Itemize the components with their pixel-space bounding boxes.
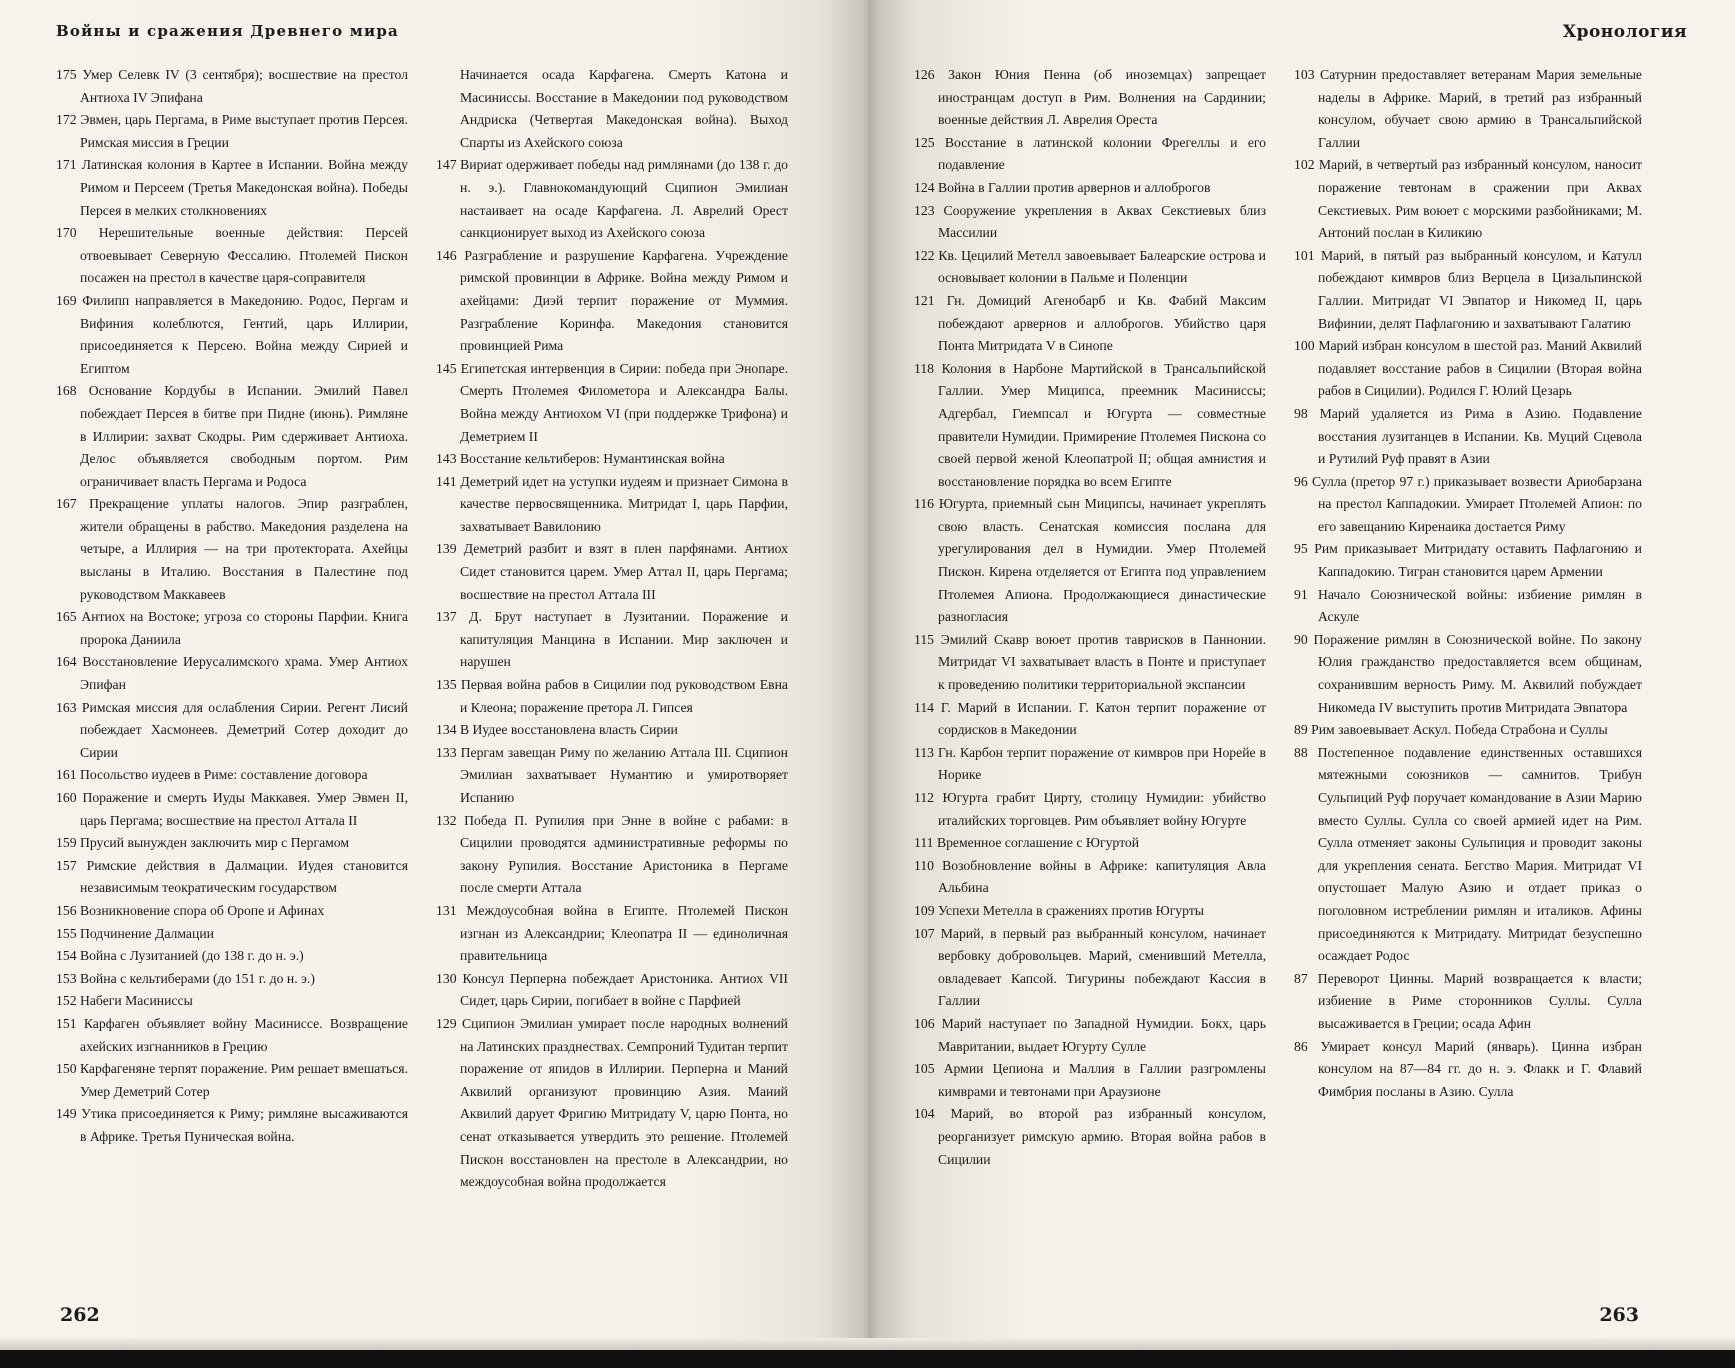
entry-text: Война с кельтиберами (до 151 г. до н. э.) [79,970,315,986]
entry-year: 145 [436,360,457,376]
entry-year: 139 [436,541,457,557]
entry-year: 143 [436,451,457,467]
entry-year: 132 [436,812,457,828]
chronology-entry [56,900,408,923]
entry-year: 100 [1294,338,1315,354]
entry-text: Колония в Нарбоне Мартийской в Трансальпийской Галлии. Умер Миципса, преемник Масиниссы; Адгербал, Гиемпсал и Югурта — совместные правители Нумидии. Примирение Птолемея Пискона со своей первой женой Клеопатрой II; общая амнистия и восстановление порядка во всем Египте [938,360,1267,489]
entry-year: 90 [1294,631,1308,647]
chronology-entry [436,719,788,742]
scanner-edge [0,1350,1735,1368]
chronology-entry [1294,719,1642,742]
left-page [0,0,868,1350]
chronology-entry [436,245,788,358]
entry-year: 106 [914,1015,935,1031]
entry-year: 154 [56,948,77,964]
chronology-entry [56,855,408,900]
entry-text: Посольство иудеев в Риме: составление договора [79,767,368,783]
chronology-entry [914,132,1266,177]
chronology-entry [1294,154,1642,244]
chronology-entry [436,358,788,448]
entry-text: Антиох на Востоке; угроза со стороны Парфии. Книга пророка Даниила [80,609,409,647]
entry-year: 89 [1294,722,1308,738]
entry-year: 130 [436,970,457,986]
entry-text: Деметрий разбит и взят в плен парфянами. Антиох Сидет становится царем. Умер Аттал II, царь Пергама; восшествие на престол Аттала III [460,541,789,602]
entry-year: 152 [56,993,77,1009]
entry-text: Марий избран консулом в шестой раз. Маний Аквилий подавляет восстание рабов в Сицилии (Вторая война рабов в Сицилии). Родился Г. Юлий Цезарь [1318,338,1643,399]
entry-year: 153 [56,970,77,986]
chronology-entry [56,109,408,154]
entry-year: 170 [56,225,77,241]
entry-year: 107 [914,925,935,941]
entry-text: Успехи Метелла в сражениях против Югурты [937,902,1204,918]
chronology-entry [56,380,408,493]
entry-year: 114 [914,699,935,715]
chronology-entry [914,900,1266,923]
entry-text: Сулла (претор 97 г.) приказывает возвести Ариобарзана на престол Каппадокии. Умирает Птолемей Апион: по его завещанию Киренаика достается Риму [1311,473,1642,534]
entry-text: Разграбление и разрушение Карфагена. Учреждение римской провинции в Африке. Война между Римом и ахейцами: Диэй терпит поражение от Муммия. Разграбление Коринфа. Македония становится провинцией Рима [460,247,788,354]
entry-year: 87 [1294,970,1308,986]
chronology-entry [1294,471,1642,539]
entry-year: 110 [914,857,935,873]
chronology-entry [436,810,788,900]
entry-text: Гн. Карбон терпит поражение от кимвров при Норейе в Норике [937,744,1267,783]
entry-year: 95 [1294,541,1308,557]
chronology-entry [56,651,408,696]
entry-text: Восстановление Иерусалимского храма. Умер Антиох Эпифан [80,654,408,693]
chronology-entry [56,968,408,991]
entry-text: Пергам завещан Риму по желанию Аттала III. Сципион Эмилиан захватывает Нумантию и умиротворяет Испанию [460,744,789,805]
chronology-entry [1294,1036,1642,1104]
entry-year: 121 [914,292,935,308]
entry-text: Латинская колония в Картее в Испании. Война между Римом и Персеем (Третья Македонская война). Победы Персея в мелких столкновениях [80,157,408,218]
entry-text: Возобновление войны в Африке: капитуляция Авла Альбина [938,857,1267,896]
entry-text: Деметрий идет на уступки иудеям и признает Симона в качестве первосвященника. Митридат I, царь Парфии, захватывает Вавилонию [460,473,789,534]
entry-text: Прекращение уплаты налогов. Эпир разграблен, жители обращены в рабство. Македония разделена на четыре, а Иллирия — на три протектората. Ахейцы высланы в Италию. Восстания в Палестине под руководством Маккавеев [80,496,408,602]
entry-year: 164 [56,654,77,670]
entry-year: 157 [56,857,77,873]
entry-text: Набеги Масиниссы [79,993,193,1009]
entry-text: Поражение римлян в Союзнической войне. По закону Юлия гражданство предоставляется всем общинам, сохранившим верность Риму. М. Аквилий побуждает Никомеда IV выступить против Митридата Эвпатора [1313,631,1642,715]
chronology-entry [1294,538,1642,583]
chronology-entry [1294,629,1642,719]
chronology-entry [1294,245,1642,335]
entry-year: 109 [914,902,935,918]
entry-text: Закон Юния Пенна (об иноземцах) запрещает иностранцам доступ в Рим. Волнения на Сардинии; военные действия Л. Аврелия Ореста [938,67,1267,128]
entry-year: 118 [914,360,935,376]
entry-year: 151 [56,1015,77,1031]
chronology-entry [914,290,1266,358]
entry-text: Марий, в пятый раз выбранный консулом, и Катулл побеждают кимвров близ Верцела в Цизальпинской Галлии. Митридат VI Эвпатор и Никомед II, царь Вифинии, делят Пафлагонию и захватывают Галатию [1318,247,1642,331]
chronology-entry [56,832,408,855]
entry-text: Умер Селевк IV (3 сентября); восшествие на престол Антиоха IV Эпифана [80,67,408,105]
entry-text: Восстание в латинской колонии Фрегеллы и его подавление [938,134,1267,173]
column-4 [1294,64,1642,1103]
chronology-entry [914,832,1266,855]
entry-text: Марий, в четвертый раз избранный консулом, наносит поражение тевтонам в сражении при Аквах Секстиевых. Рим воюет с морскими разбойниками; М. Антоний послан в Киликию [1318,157,1642,241]
chronology-entry [1294,335,1642,403]
entry-year: 159 [56,835,77,851]
chronology-entry [914,358,1266,494]
entry-text: Д. Брут наступает в Лузитании. Поражение и капитуляция Манцина в Испании. Мир заключен и нарушен [460,609,788,670]
chronology-entry [56,290,408,380]
entry-text: Сатурнин предоставляет ветеранам Мария земельные наделы в Африке. Марий, в третий раз избранный консулом, обучает свою армию в Трансальпийской Галлии [1318,67,1642,150]
entry-text: Египетская интервенция в Сирии: победа при Энопаре. Смерть Птолемея Филометора и Александра Балы. Война между Антиохом VI (при поддержке Трифона) и Деметрием II [460,360,789,444]
chronology-entry [436,64,788,154]
chronology-entry [1294,403,1642,471]
entry-text: Победа П. Рупилия при Энне в войне с рабами: в Сицилии проводятся административные реформы по закону Рупилия. Восстание Аристоника в Пергаме после смерти Аттала [460,812,788,896]
chronology-entry [56,606,408,651]
entry-year: 115 [914,631,935,647]
entry-text: Нерешительные военные действия: Персей отвоевывает Северную Фессалию. Птолемей Пискон посажен на престол в качестве царя-соправителя [80,225,408,286]
entry-year: 112 [914,790,935,805]
entry-text: Карфагеняне терпят поражение. Рим решает вмешаться. Умер Деметрий Сотер [79,1061,408,1099]
entry-text: Консул Перперна побеждает Аристоника. Антиох VII Сидет, царь Сирии, погибает в войне с Парфией [460,970,788,1009]
entry-text: Римская миссия для ослабления Сирии. Регент Лисий побеждает Хасмонеев. Деметрий Сотер доходит до Сирии [80,699,408,760]
chronology-entry [436,742,788,810]
entry-text: Сципион Эмилиан умирает после народных волнений на Латинских празднествах. Семпроний Тудитан терпит поражение от япидов в Иллирии. Перперна и Маний Аквилий организуют провинцию Азия. Маний Аквилий дарует Фригию Митридату V, царю Понта, но сенат отказывается утвердить это решение. Птолемей Пискон восстановлен на престоле в Александрии, но междоусобная война продолжается [460,1015,788,1190]
chronology-entry [436,538,788,606]
entry-year: 116 [914,496,935,512]
chronology-entry [914,1013,1266,1058]
entry-text: Возникновение спора об Оропе и Афинах [79,902,325,918]
entry-text: Междоусобная война в Египте. Птолемей Пискон изгнан из Александрии; Клеопатра II — единоличная правительница [460,902,789,964]
entry-year: 102 [1294,157,1315,173]
entry-year: 125 [914,134,935,150]
entry-text: В Иудее восстановлена власть Сирии [459,722,678,738]
entry-year: 171 [56,157,77,173]
chronology-entry [56,697,408,765]
entry-text: Югурта, приемный сын Миципсы, начинает укреплять свою власть. Сенатская комиссия послана для урегулирования дел в Нумидии. Умер Птолемей Пискон. Кирена отделяется от Египта под управлением Птолемея Апиона. Продолжающиеся династические разногласия [938,496,1266,625]
entry-text: Эмилий Скавр воюет против таврисков в Паннонии. Митридат VI захватывает власть в Понте и приступает к проведению политики территориальной экспансии [938,631,1266,693]
entry-year: 105 [914,1061,935,1077]
page-number-left: 262 [60,1304,100,1326]
entry-text: Римские действия в Далмации. Иудея становится независимым теократическим государством [80,857,409,896]
entry-text: Утика присоединяется к Риму; римляне высаживаются в Африке. Третья Пуническая война. [80,1106,409,1144]
entry-year: 134 [436,722,457,738]
entry-text: Переворот Цинны. Марий возвращается к власти; избиение в Риме сторонников Суллы. Сулла высаживается в Греции; осада Афин [1317,970,1642,1031]
chronology-entry [56,154,408,222]
chronology-entry [914,855,1266,900]
entry-text: Умирает консул Марий (январь). Цинна избран консулом на 87—84 гг. до н. э. Флакк и Г. Флавий Фимбрия посланы в Азию. Сулла [1318,1038,1642,1099]
chronology-entry [914,923,1266,1013]
entry-year: 155 [56,925,77,941]
chronology-entry [436,154,788,244]
entry-year: 123 [914,202,935,218]
entry-text: Марий наступает по Западной Нумидии. Бокх, царь Мавритании, выдает Югурту Сулле [938,1015,1266,1054]
entry-year: 169 [56,292,77,308]
entry-year: 146 [436,247,457,263]
entry-year: 150 [56,1061,77,1077]
chronology-entry [56,64,408,109]
entry-text: Начало Союзнической войны: избиение римлян в Аскуле [1318,586,1642,625]
chronology-entry [436,900,788,968]
entry-text: Гн. Домиций Агенобарб и Кв. Фабий Максим побеждают арвернов и аллоброгов. Убийство царя Понта Митридата V в Синопе [938,292,1267,354]
entry-year: 156 [56,902,77,918]
entry-text: Подчинение Далмации [79,925,214,941]
chronology-entry [56,764,408,787]
entry-year: 86 [1294,1038,1308,1054]
entry-year: 175 [56,67,77,82]
column-3 [914,64,1266,1171]
chronology-entry [436,968,788,1013]
chronology-entry [56,1103,408,1148]
entry-text: Восстание кельтиберов: Нумантинская война [459,451,725,467]
entry-year: 103 [1294,67,1315,82]
entry-year: 163 [56,699,77,715]
entry-year: 168 [56,383,77,399]
entry-text: Временное соглашение с Югуртой [936,835,1140,851]
column-1 [56,64,408,1149]
entry-year: 111 [914,835,934,851]
chronology-entry [56,923,408,946]
entry-year: 161 [56,767,77,783]
entry-year: 141 [436,473,457,489]
column-2 [436,64,788,1194]
entry-text: Марий, во второй раз избранный консулом, реорганизует римскую армию. Вторая война рабов в Сицилии [938,1106,1266,1167]
entry-year: 122 [914,247,935,263]
entry-text: Первая война рабов в Сицилии под руководством Евна и Клеона; поражение претора Л. Гипсея [460,677,788,715]
chronology-entry [436,606,788,674]
entry-year: 113 [914,744,935,760]
entry-text: Рим приказывает Митридату оставить Пафлагонию и Каппадокию. Тигран становится царем Армении [1314,541,1642,580]
entry-text: Вириат одерживает победы над римлянами (до 138 г. до н. э.). Главнокомандующий Сципион Эмилиан настаивает на осаде Карфагена. Л. Аврелий Орест санкционирует выход из Ахейского союза [460,157,789,241]
chronology-entry [56,493,408,606]
chronology-entry [914,177,1266,200]
entry-year: 98 [1294,405,1308,421]
chronology-entry [56,222,408,290]
chronology-entry [914,742,1266,787]
entry-year: 101 [1294,247,1315,263]
entry-year: 124 [914,179,935,195]
entry-year: 91 [1294,586,1308,602]
chronology-entry [436,674,788,719]
entry-text: Рим завоевывает Аскул. Победа Страбона и Суллы [1311,722,1608,738]
chronology-entry [914,64,1266,132]
chronology-entry [914,629,1266,697]
entry-year: 129 [436,1015,457,1031]
entry-year: 167 [56,496,77,512]
entry-text: Постепенное подавление единственных оставшихся мятежными союзников — самнитов. Трибун Сульпиций Руф поручает командование в Азии Марию вместо Суллы. Сулла со своей армией идет на Рим. Сулла отменяет законы Сульпиция и проводит законы для укрепления сената. Бегство Мария. Митридат VI опустошает Малую Азию и отдает приказ о поголовном истреблении римлян и италиков. Афины присоединяются к Митридату. Митридат безуспешно осаждает Родос [1317,744,1642,964]
chronology-entry [56,945,408,968]
entry-text: Прусий вынужден заключить мир с Пергамом [79,835,350,851]
spine-shadow [830,0,910,1350]
entry-year: 88 [1294,744,1308,760]
entry-text: Карфаген объявляет войну Масиниссе. Возвращение ахейских изгнанников в Грецию [80,1015,409,1054]
running-header-right: Хронология [1562,22,1687,42]
entry-year: 160 [56,790,77,805]
entry-year: 172 [56,112,77,128]
entry-year: 133 [436,744,457,760]
right-page [868,0,1735,1350]
chronology-entry [56,1058,408,1103]
page-edge [0,1338,1735,1350]
entry-year: 137 [436,609,457,625]
entry-text: Кв. Цецилий Метелл завоевывает Балеарские острова и основывает колонии в Пальме и Поленции [938,247,1266,286]
entry-text: Армии Цепиона и Маллия в Галлии разгромлены кимврами и тевтонами при Араузионе [938,1061,1267,1099]
entry-text: Поражение и смерть Иуды Маккавея. Умер Эвмен II, царь Пергама; восшествие на престол Аттала II [80,790,409,828]
entry-text: Начинается осада Карфагена. Смерть Катона и Масиниссы. Восстание в Македонии под руководством Андриска (Четвертая Македонская война). Выход Спарты из Ахейского союза [460,67,788,150]
entry-text: Эвмен, царь Пергама, в Риме выступает против Персея. Римская миссия в Греции [80,112,408,150]
chronology-entry [436,448,788,471]
chronology-entry [914,493,1266,629]
entry-text: Война с Лузитанией (до 138 г. до н. э.) [79,948,304,964]
entry-text: Основание Кордубы в Испании. Эмилий Павел побеждает Персея в битве при Пидне (июнь). Римляне в Иллирии: захват Скодры. Рим сдерживает Антиоха. Делос объявляется свободным портом. Рим ограничивает власть Пергама и Родоса [80,383,408,489]
chronology-entry [1294,584,1642,629]
chronology-entry [914,1058,1266,1103]
entry-text: Филипп направляется в Македонию. Родос, Пергам и Вифиния колеблются, Гентий, царь Иллирии, присоединяется к Персею. Война между Сирией и Египтом [80,292,409,376]
chronology-entry [436,1013,788,1194]
entry-text: Югурта грабит Цирту, столицу Нумидии: убийство италийских торговцев. Рим объявляет войну Югурте [938,790,1266,828]
entry-text: Война в Галлии против арвернов и аллоброгов [937,179,1211,195]
chronology-entry [1294,742,1642,968]
running-header-left: Войны и сражения Древнего мира [56,22,399,40]
entry-year: 135 [436,677,457,693]
chronology-entry [914,200,1266,245]
chronology-entry [56,1013,408,1058]
page-number-right: 263 [1599,1304,1639,1326]
chronology-entry [56,787,408,832]
entry-year: 104 [914,1106,935,1122]
entry-year: 131 [436,902,457,918]
chronology-entry [914,697,1266,742]
chronology-entry [56,990,408,1013]
chronology-entry [914,787,1266,832]
entry-text: Марий удаляется из Рима в Азию. Подавление восстания лузитанцев в Испании. Кв. Муций Сцевола и Рутилий Руф правят в Азии [1318,405,1642,467]
chronology-entry [914,245,1266,290]
entry-year: 126 [914,67,935,82]
chronology-entry [1294,64,1642,154]
chronology-entry [436,471,788,539]
entry-year: 165 [56,609,77,625]
entry-year: 149 [56,1106,77,1122]
chronology-entry [914,1103,1266,1171]
entry-text: Г. Марий в Испании. Г. Катон терпит поражение от сордисков в Македонии [938,699,1266,738]
entry-year: 96 [1294,473,1308,489]
entry-text: Сооружение укрепления в Аквах Секстиевых близ Массилии [938,202,1266,241]
entry-text: Марий, в первый раз выбранный консулом, начинает вербовку добровольцев. Марий, сменивший Метелла, овладевает Капсой. Тигурины побеждают Кассия в Галлии [938,925,1266,1009]
chronology-entry [1294,968,1642,1036]
entry-year: 147 [436,157,457,173]
